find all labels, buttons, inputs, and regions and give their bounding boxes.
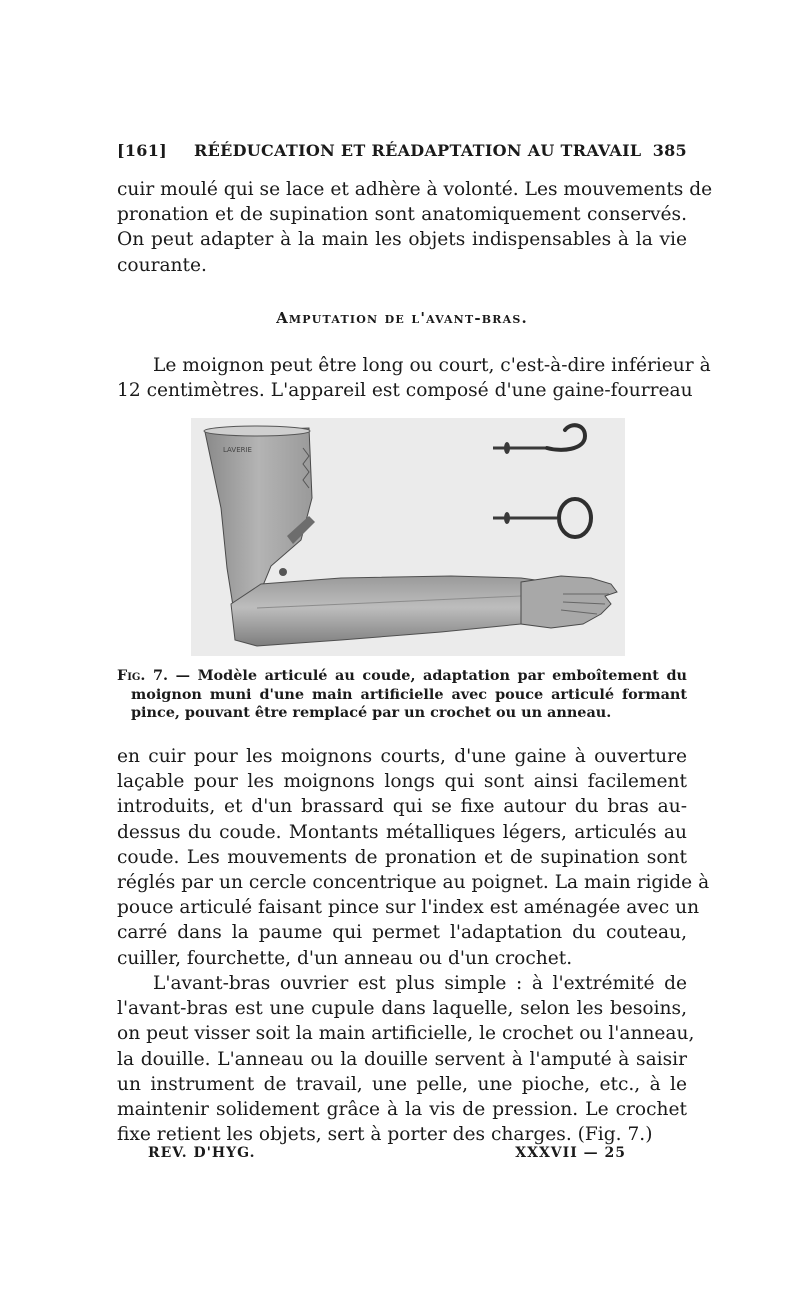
caption-text: — Modèle articulé au coude, adaptation par emboîtement du xyxy=(175,667,688,684)
text-line: cuiller, fourchette, d'un anneau ou d'un crochet. xyxy=(117,947,573,969)
paragraph-2 xyxy=(117,353,711,403)
running-title: RÉÉDUCATION ET RÉADAPTATION AU TRAVAIL xyxy=(194,141,642,160)
page-ref: [161] xyxy=(117,141,168,160)
text-line: pronation et de supination sont anatomiquement conservés. xyxy=(117,204,687,226)
text-line: 12 centimètres. L'appareil est composé d'une gaine-fourreau xyxy=(117,380,693,402)
caption-line xyxy=(117,667,687,686)
text-line: maintenir solidement grâce à la vis de pression. Le crochet xyxy=(117,1099,687,1121)
elbow-hinge xyxy=(279,568,287,576)
text-line: on peut visser soit la main artificielle, le crochet ou l'anneau, xyxy=(117,1023,695,1045)
text-line: dessus du coude. Montants métalliques légers, articulés au xyxy=(117,821,687,843)
text-line: pouce articulé faisant pince sur l'index est aménagée avec un xyxy=(117,897,700,919)
text-line: Le moignon peut être long ou court, c'est-à-dire inférieur à xyxy=(153,355,711,376)
sleeve-inscription: LAVERIE xyxy=(223,446,252,454)
caption-line: moignon muni d'une main artificielle avec pouce articulé formant xyxy=(131,685,687,703)
journal-abbreviation: REV. D'HYG. xyxy=(148,1145,256,1161)
text-line: la douille. L'anneau ou la douille servent à l'amputé à saisir xyxy=(117,1048,687,1070)
ring-attachment xyxy=(493,499,591,537)
text-line: L'avant-bras ouvrier est plus simple : à l'extrémité de xyxy=(153,973,687,994)
figure-caption xyxy=(117,667,687,723)
text-line: laçable pour les moignons longs qui sont ainsi facilement xyxy=(117,771,687,793)
caption-line: pince, pouvant être remplacé par un crochet ou un anneau. xyxy=(131,704,612,722)
text-line: réglés par un cercle concentrique au poignet. La main rigide à xyxy=(117,872,710,894)
text-line: coude. Les mouvements de pronation et de supination sont xyxy=(117,846,687,868)
paragraph-4 xyxy=(117,971,695,1147)
text-line: courante. xyxy=(117,254,207,276)
paragraph-3 xyxy=(117,744,710,971)
text-line: On peut adapter à la main les objets indispensables à la vie xyxy=(117,229,687,251)
signature-mark: XXXVII — 25 xyxy=(515,1145,626,1161)
running-head xyxy=(117,141,687,163)
text-line: carré dans la paume qui permet l'adaptation du couteau, xyxy=(117,922,687,944)
page-footer xyxy=(148,1145,626,1165)
paragraph-1 xyxy=(117,177,713,278)
section-title: Amputation de l'avant-bras. xyxy=(276,309,528,327)
text-line: un instrument de travail, une pelle, une pioche, etc., à le xyxy=(117,1073,687,1095)
prosthesis-illustration xyxy=(191,418,625,656)
prosthesis-figure xyxy=(191,418,625,656)
figure-label: Fig. 7. xyxy=(117,667,169,684)
text-line: cuir moulé qui se lace et adhère à volonté. Les mouvements de xyxy=(117,179,713,200)
text-line: introduits, et d'un brassard qui se fixe autour du bras au- xyxy=(117,796,687,818)
text-line: en cuir pour les moignons courts, d'une gaine à ouverture xyxy=(117,746,687,767)
text-line: fixe retient les objets, sert à porter des charges. (Fig. 7.) xyxy=(117,1124,653,1146)
sleeve-opening xyxy=(204,426,310,436)
upper-arm-sleeve xyxy=(205,428,312,606)
hook-attachment xyxy=(493,425,585,454)
page-number: 385 xyxy=(652,141,687,160)
text-line: l'avant-bras est une cupule dans laquelle, selon les besoins, xyxy=(117,998,687,1020)
